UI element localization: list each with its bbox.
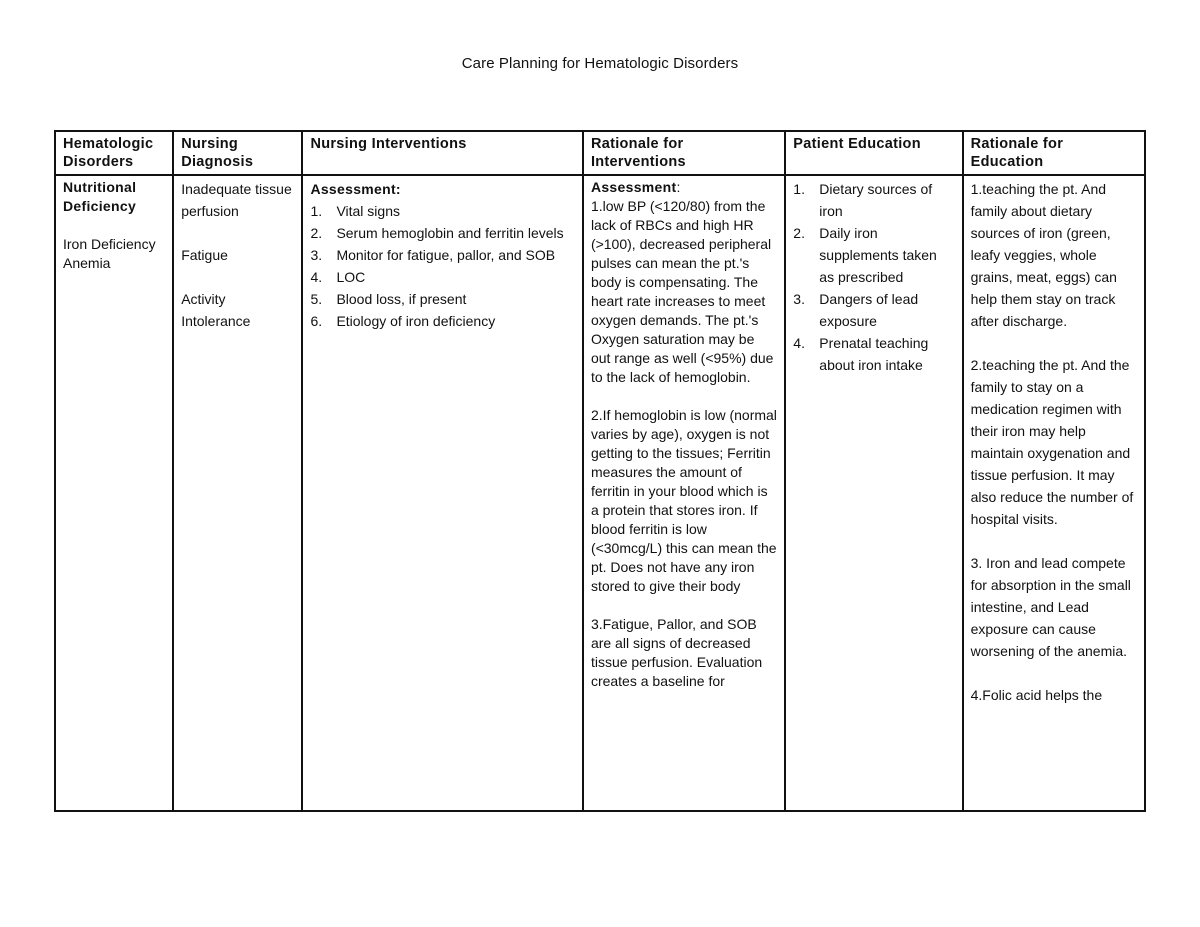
rationale-paragraph: 3.Fatigue, Pallor, and SOB are all signs of decreased tissue perfusion. Evaluation creates a baseline for xyxy=(590,616,763,689)
list-item: 5. Blood loss, if present xyxy=(310,291,467,307)
disorder-name: Iron Deficiency Anemia xyxy=(63,236,156,271)
rationale-heading: Assessment: xyxy=(590,179,681,195)
education-rationale-paragraph: 1.teaching the pt. And family about dietary sources of iron (green, leafy veggies, whole grains, meat, eggs) can help them stay on track after discharge. xyxy=(970,181,1117,329)
header-patient-education: Patient Education xyxy=(785,131,962,175)
list-item: 2. Daily iron supplements taken as prescribed xyxy=(793,225,937,285)
education-rationale-paragraph: 4.Folic acid helps the xyxy=(970,687,1103,703)
cell-rationale-education xyxy=(963,175,1145,811)
cell-disorder xyxy=(55,175,173,811)
education-list xyxy=(793,178,954,376)
list-item: 3. Monitor for fatigue, pallor, and SOB xyxy=(310,247,556,263)
rationale-paragraph: 2.If hemoglobin is low (normal varies by age), oxygen is not getting to the tissues; Ferritin measures the amount of ferritin in your blood which is a protein that stores iron. If blood ferritin is low (<30mcg/L) this can mean the pt. Does not have any iron stored to give their body xyxy=(590,407,777,594)
diagnosis-item: Activity Intolerance xyxy=(181,291,251,329)
table-row xyxy=(55,175,1145,811)
page-title: Care Planning for Hematologic Disorders xyxy=(461,55,739,72)
list-item: 4. LOC xyxy=(310,269,366,285)
diagnosis-item: Fatigue xyxy=(181,247,228,263)
table-header-row xyxy=(55,131,1145,175)
disorder-heading: Nutritional Deficiency xyxy=(63,179,137,214)
cell-interventions xyxy=(302,175,583,811)
list-item: 6. Etiology of iron deficiency xyxy=(310,313,496,329)
cell-rationale-interventions xyxy=(583,175,785,811)
header-rationale-interventions: Rationale for Interventions xyxy=(583,131,785,175)
care-plan-table xyxy=(54,130,1146,812)
header-rationale-education: Rationale for Education xyxy=(963,131,1145,175)
cell-patient-education xyxy=(785,175,962,811)
interventions-list xyxy=(310,200,575,332)
education-rationale-paragraph: 2.teaching the pt. And the family to stay on a medication regimen with their iron may help maintain oxygenation and tissue perfusion. It may also reduce the number of hospital visits. xyxy=(970,357,1134,527)
list-item: 1. Dietary sources of iron xyxy=(793,181,933,219)
education-rationale-paragraph: 3. Iron and lead compete for absorption in the small intestine, and Lead exposure can cause worsening of the anemia. xyxy=(970,555,1131,659)
list-item: 1. Vital signs xyxy=(310,203,400,219)
header-nursing-diagnosis: Nursing Diagnosis xyxy=(173,131,302,175)
diagnosis-item: Inadequate tissue perfusion xyxy=(181,181,292,219)
cell-diagnosis xyxy=(173,175,302,811)
list-item: 4. Prenatal teaching about iron intake xyxy=(793,335,929,373)
list-item: 2. Serum hemoglobin and ferritin levels xyxy=(310,225,564,241)
header-hematologic-disorders: Hematologic Disorders xyxy=(55,131,173,175)
interventions-heading: Assessment: xyxy=(310,181,401,197)
rationale-paragraph: 1.low BP (<120/80) from the lack of RBCs and high HR (>100), decreased peripheral pulses can mean the pt.'s body is compensating. The heart rate increases to meet oxygen demands. The pt.'s Oxygen saturation may be out range as well (<95%) due to the lack of hemoglobin. xyxy=(590,198,774,385)
header-nursing-interventions: Nursing Interventions xyxy=(302,131,583,175)
list-item: 3. Dangers of lead exposure xyxy=(793,291,919,329)
